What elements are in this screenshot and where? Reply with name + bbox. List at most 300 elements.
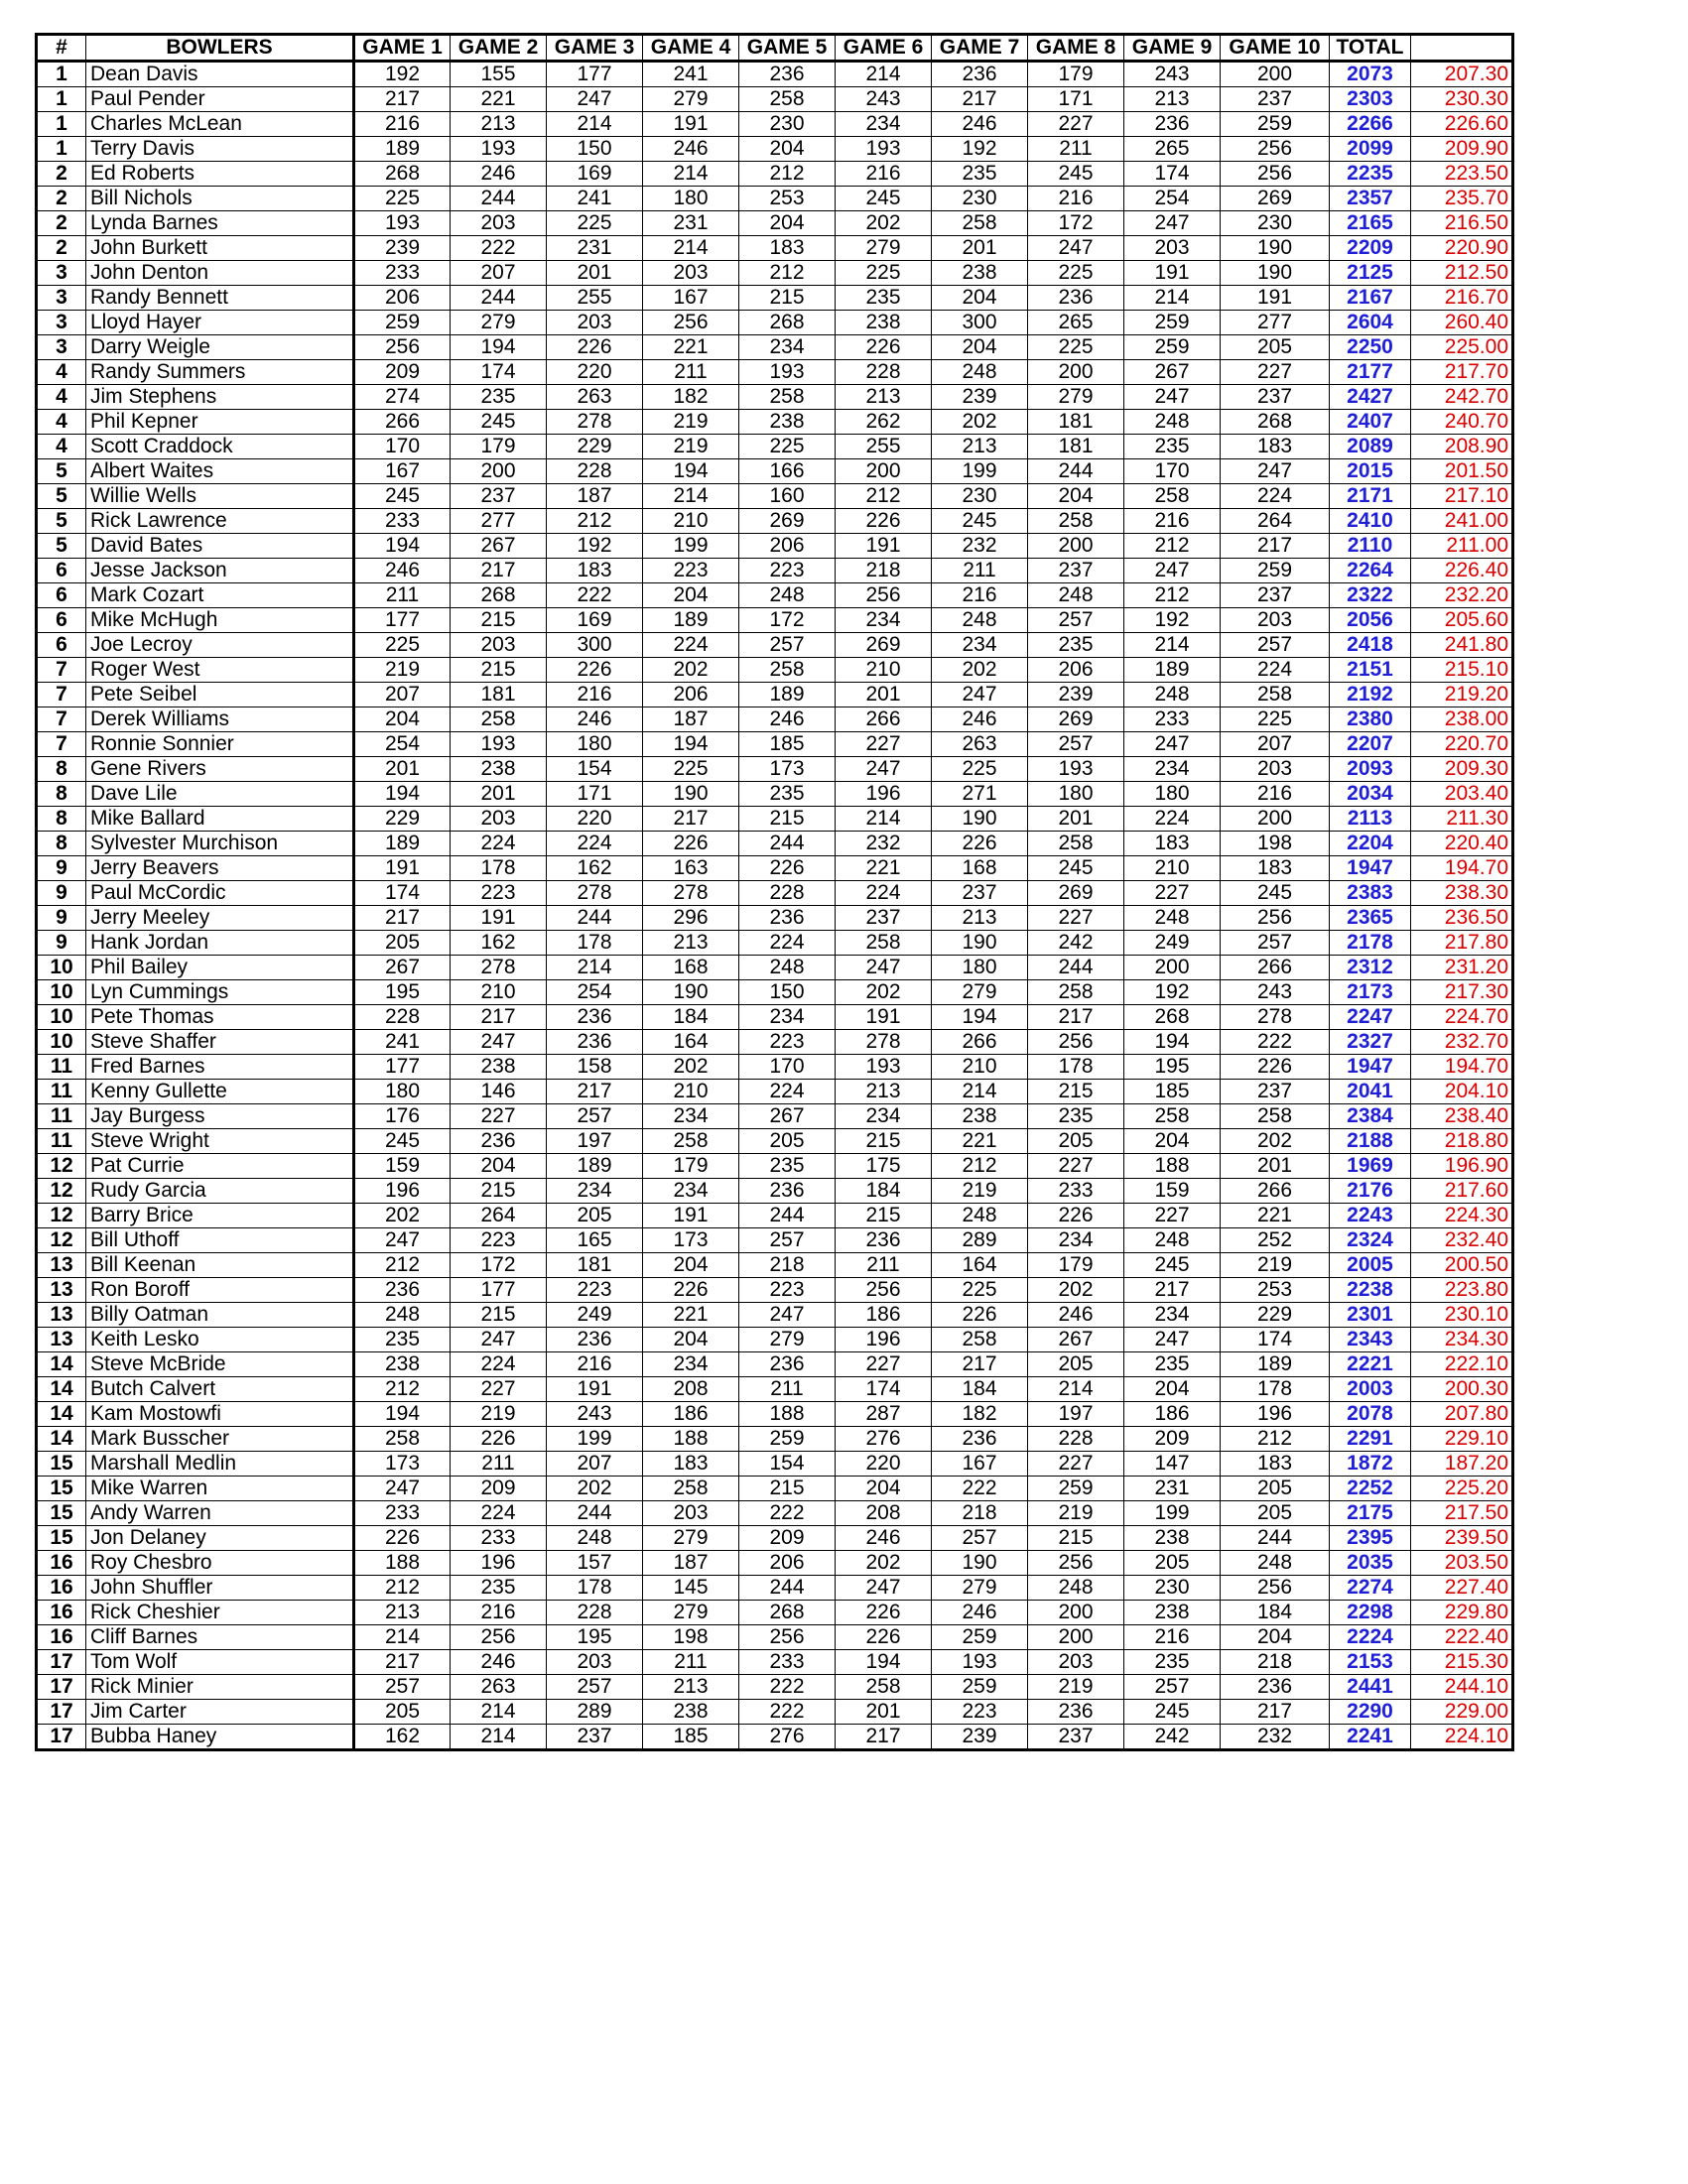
game-3-score-cell: 181 <box>547 1253 643 1278</box>
average-cell: 226.60 <box>1411 112 1513 137</box>
game-6-score-cell: 247 <box>836 757 932 782</box>
game-3-score-cell: 197 <box>547 1129 643 1154</box>
total-cell: 2041 <box>1330 1080 1411 1104</box>
average-cell: 236.50 <box>1411 906 1513 931</box>
bowler-name-cell: Jay Burgess <box>86 1104 354 1129</box>
game-5-score-cell: 235 <box>739 782 836 807</box>
game-5-score-cell: 193 <box>739 360 836 385</box>
bowler-name-cell: Sylvester Murchison <box>86 832 354 856</box>
game-8-score-cell: 248 <box>1028 1576 1124 1601</box>
game-8-score-cell: 179 <box>1028 1253 1124 1278</box>
game-1-score-cell: 211 <box>354 583 451 608</box>
game-8-score-cell: 211 <box>1028 137 1124 162</box>
game-6-score-cell: 215 <box>836 1204 932 1228</box>
game-5-score-cell: 166 <box>739 459 836 484</box>
average-cell: 215.10 <box>1411 658 1513 683</box>
game-4-score-cell: 238 <box>643 1700 739 1725</box>
game-3-score-cell: 216 <box>547 683 643 707</box>
game-7-score-cell: 190 <box>932 931 1028 956</box>
average-cell: 239.50 <box>1411 1526 1513 1551</box>
game-1-score-cell: 239 <box>354 236 451 261</box>
game-10-score-cell: 216 <box>1221 782 1330 807</box>
game-1-score-cell: 214 <box>354 1625 451 1650</box>
game-2-score-cell: 236 <box>451 1129 547 1154</box>
game-8-score-cell: 227 <box>1028 1154 1124 1179</box>
bowler-name-cell: Jesse Jackson <box>86 559 354 583</box>
game-2-score-cell: 193 <box>451 137 547 162</box>
game-8-score-cell: 228 <box>1028 1427 1124 1452</box>
game-1-score-cell: 202 <box>354 1204 451 1228</box>
game-10-score-cell: 189 <box>1221 1352 1330 1377</box>
game-9-score-cell: 248 <box>1124 1228 1221 1253</box>
game-5-score-cell: 218 <box>739 1253 836 1278</box>
game-6-score-cell: 214 <box>836 807 932 832</box>
game-7-score-cell: 182 <box>932 1402 1028 1427</box>
game-5-score-cell: 258 <box>739 87 836 112</box>
table-row <box>37 807 1513 832</box>
game-3-score-cell: 226 <box>547 658 643 683</box>
game-10-score-cell: 258 <box>1221 683 1330 707</box>
table-row <box>37 658 1513 683</box>
game-9-score-cell: 192 <box>1124 980 1221 1005</box>
table-row <box>37 1352 1513 1377</box>
game-8-score-cell: 178 <box>1028 1055 1124 1080</box>
game-2-header: GAME 2 <box>451 35 547 62</box>
game-4-score-cell: 199 <box>643 534 739 559</box>
average-cell: 224.70 <box>1411 1005 1513 1030</box>
game-9-score-cell: 235 <box>1124 1352 1221 1377</box>
game-6-score-cell: 186 <box>836 1303 932 1328</box>
game-1-score-cell: 204 <box>354 707 451 732</box>
total-cell: 2274 <box>1330 1576 1411 1601</box>
bowler-name-cell: Pete Thomas <box>86 1005 354 1030</box>
game-9-score-cell: 216 <box>1124 1625 1221 1650</box>
table-row <box>37 1030 1513 1055</box>
game-4-score-cell: 224 <box>643 633 739 658</box>
game-10-score-cell: 204 <box>1221 1625 1330 1650</box>
game-3-score-cell: 248 <box>547 1526 643 1551</box>
rank-cell: 12 <box>37 1204 86 1228</box>
game-10-score-cell: 237 <box>1221 385 1330 410</box>
game-2-score-cell: 177 <box>451 1278 547 1303</box>
total-cell: 2113 <box>1330 807 1411 832</box>
game-6-score-cell: 266 <box>836 707 932 732</box>
game-7-score-cell: 238 <box>932 1104 1028 1129</box>
average-cell: 234.30 <box>1411 1328 1513 1352</box>
game-2-score-cell: 201 <box>451 782 547 807</box>
total-cell: 2178 <box>1330 931 1411 956</box>
bowler-name-cell: Dean Davis <box>86 62 354 87</box>
total-cell: 2177 <box>1330 360 1411 385</box>
game-1-score-cell: 162 <box>354 1725 451 1750</box>
average-cell: 194.70 <box>1411 856 1513 881</box>
game-10-score-cell: 200 <box>1221 807 1330 832</box>
rank-cell: 7 <box>37 658 86 683</box>
game-2-score-cell: 224 <box>451 1501 547 1526</box>
game-9-score-cell: 200 <box>1124 956 1221 980</box>
game-3-score-cell: 257 <box>547 1104 643 1129</box>
game-9-score-cell: 213 <box>1124 87 1221 112</box>
game-7-score-cell: 190 <box>932 807 1028 832</box>
table-row <box>37 286 1513 311</box>
rank-cell: 8 <box>37 832 86 856</box>
game-4-score-cell: 180 <box>643 187 739 211</box>
rank-cell: 1 <box>37 62 86 87</box>
game-8-score-cell: 247 <box>1028 236 1124 261</box>
game-1-score-cell: 180 <box>354 1080 451 1104</box>
game-6-score-cell: 175 <box>836 1154 932 1179</box>
game-1-score-cell: 235 <box>354 1328 451 1352</box>
bowler-name-cell: Gene Rivers <box>86 757 354 782</box>
total-cell: 2241 <box>1330 1725 1411 1750</box>
game-5-score-cell: 253 <box>739 187 836 211</box>
total-cell: 2209 <box>1330 236 1411 261</box>
game-9-score-cell: 227 <box>1124 1204 1221 1228</box>
game-5-score-cell: 154 <box>739 1452 836 1477</box>
game-7-score-cell: 225 <box>932 1278 1028 1303</box>
game-3-score-cell: 222 <box>547 583 643 608</box>
game-1-score-cell: 217 <box>354 87 451 112</box>
game-5-score-cell: 188 <box>739 1402 836 1427</box>
game-6-score-cell: 227 <box>836 1352 932 1377</box>
game-6-score-cell: 200 <box>836 459 932 484</box>
game-4-score-cell: 225 <box>643 757 739 782</box>
bowler-name-cell: Phil Bailey <box>86 956 354 980</box>
game-1-score-cell: 159 <box>354 1154 451 1179</box>
total-cell: 2266 <box>1330 112 1411 137</box>
rank-cell: 4 <box>37 435 86 459</box>
game-9-score-cell: 258 <box>1124 1104 1221 1129</box>
game-2-score-cell: 221 <box>451 87 547 112</box>
game-4-score-cell: 234 <box>643 1104 739 1129</box>
rank-cell: 5 <box>37 509 86 534</box>
game-3-score-cell: 231 <box>547 236 643 261</box>
game-6-score-cell: 211 <box>836 1253 932 1278</box>
game-5-score-cell: 225 <box>739 435 836 459</box>
game-5-score-cell: 209 <box>739 1526 836 1551</box>
game-4-score-cell: 202 <box>643 658 739 683</box>
average-cell: 218.80 <box>1411 1129 1513 1154</box>
game-4-score-cell: 184 <box>643 1005 739 1030</box>
total-cell: 2192 <box>1330 683 1411 707</box>
game-7-score-cell: 222 <box>932 1477 1028 1501</box>
game-4-score-cell: 187 <box>643 1551 739 1576</box>
game-4-score-cell: 202 <box>643 1055 739 1080</box>
total-cell: 2252 <box>1330 1477 1411 1501</box>
bowler-name-cell: Scott Craddock <box>86 435 354 459</box>
game-5-score-cell: 259 <box>739 1427 836 1452</box>
game-2-score-cell: 172 <box>451 1253 547 1278</box>
game-7-score-cell: 225 <box>932 757 1028 782</box>
table-row <box>37 1377 1513 1402</box>
total-cell: 2418 <box>1330 633 1411 658</box>
bowlers-header: BOWLERS <box>86 35 354 62</box>
game-2-score-cell: 246 <box>451 1650 547 1675</box>
game-1-score-cell: 256 <box>354 335 451 360</box>
game-9-score-cell: 217 <box>1124 1278 1221 1303</box>
game-10-score-cell: 217 <box>1221 1700 1330 1725</box>
game-4-score-cell: 296 <box>643 906 739 931</box>
game-2-score-cell: 263 <box>451 1675 547 1700</box>
game-1-score-cell: 236 <box>354 1278 451 1303</box>
average-cell: 238.30 <box>1411 881 1513 906</box>
table-row <box>37 261 1513 286</box>
bowler-name-cell: Hank Jordan <box>86 931 354 956</box>
game-2-score-cell: 207 <box>451 261 547 286</box>
game-8-score-cell: 233 <box>1028 1179 1124 1204</box>
game-2-score-cell: 146 <box>451 1080 547 1104</box>
game-7-score-cell: 202 <box>932 658 1028 683</box>
game-3-score-cell: 220 <box>547 807 643 832</box>
bowler-name-cell: Steve Shaffer <box>86 1030 354 1055</box>
game-10-score-cell: 256 <box>1221 137 1330 162</box>
bowler-name-cell: Darry Weigle <box>86 335 354 360</box>
game-4-score-cell: 213 <box>643 931 739 956</box>
average-cell: 229.80 <box>1411 1601 1513 1625</box>
average-cell: 260.40 <box>1411 311 1513 335</box>
game-7-score-cell: 194 <box>932 1005 1028 1030</box>
game-1-score-cell: 233 <box>354 509 451 534</box>
game-4-score-cell: 204 <box>643 1328 739 1352</box>
game-1-score-cell: 212 <box>354 1576 451 1601</box>
rank-cell: 2 <box>37 162 86 187</box>
game-1-score-cell: 196 <box>354 1179 451 1204</box>
bowler-name-cell: Pat Currie <box>86 1154 354 1179</box>
rank-cell: 10 <box>37 980 86 1005</box>
total-cell: 2089 <box>1330 435 1411 459</box>
average-cell: 223.80 <box>1411 1278 1513 1303</box>
game-10-header: GAME 10 <box>1221 35 1330 62</box>
bowler-name-cell: Mike Warren <box>86 1477 354 1501</box>
game-1-score-cell: 228 <box>354 1005 451 1030</box>
game-7-score-cell: 230 <box>932 484 1028 509</box>
game-5-score-cell: 160 <box>739 484 836 509</box>
game-5-score-cell: 235 <box>739 1154 836 1179</box>
game-6-header: GAME 6 <box>836 35 932 62</box>
game-4-score-cell: 191 <box>643 1204 739 1228</box>
game-10-score-cell: 256 <box>1221 162 1330 187</box>
game-8-score-cell: 200 <box>1028 360 1124 385</box>
total-cell: 2395 <box>1330 1526 1411 1551</box>
rank-cell: 8 <box>37 807 86 832</box>
game-1-score-cell: 225 <box>354 187 451 211</box>
bowler-name-cell: Jerry Meeley <box>86 906 354 931</box>
game-5-score-cell: 212 <box>739 261 836 286</box>
bowler-name-cell: Ronnie Sonnier <box>86 732 354 757</box>
game-2-score-cell: 224 <box>451 832 547 856</box>
game-10-score-cell: 212 <box>1221 1427 1330 1452</box>
game-10-score-cell: 268 <box>1221 410 1330 435</box>
rank-cell: 2 <box>37 211 86 236</box>
table-row <box>37 980 1513 1005</box>
table-body <box>37 62 1513 1750</box>
game-3-score-cell: 241 <box>547 187 643 211</box>
table-row <box>37 931 1513 956</box>
game-6-score-cell: 226 <box>836 335 932 360</box>
rank-cell: 4 <box>37 410 86 435</box>
game-8-score-cell: 236 <box>1028 286 1124 311</box>
rank-cell: 3 <box>37 311 86 335</box>
rank-cell: 15 <box>37 1452 86 1477</box>
rank-cell: 14 <box>37 1377 86 1402</box>
game-7-score-cell: 239 <box>932 1725 1028 1750</box>
table-row <box>37 1526 1513 1551</box>
game-4-score-cell: 231 <box>643 211 739 236</box>
game-10-score-cell: 191 <box>1221 286 1330 311</box>
game-8-score-cell: 197 <box>1028 1402 1124 1427</box>
game-6-score-cell: 213 <box>836 385 932 410</box>
game-5-score-cell: 205 <box>739 1129 836 1154</box>
total-cell: 2247 <box>1330 1005 1411 1030</box>
total-cell: 2322 <box>1330 583 1411 608</box>
game-7-score-cell: 248 <box>932 1204 1028 1228</box>
table-row <box>37 1303 1513 1328</box>
game-4-score-cell: 221 <box>643 335 739 360</box>
game-2-score-cell: 211 <box>451 1452 547 1477</box>
game-6-score-cell: 238 <box>836 311 932 335</box>
game-10-score-cell: 203 <box>1221 608 1330 633</box>
game-6-score-cell: 216 <box>836 162 932 187</box>
rank-cell: 16 <box>37 1601 86 1625</box>
game-5-score-cell: 183 <box>739 236 836 261</box>
game-7-score-cell: 193 <box>932 1650 1028 1675</box>
game-5-score-cell: 215 <box>739 807 836 832</box>
game-6-score-cell: 246 <box>836 1526 932 1551</box>
table-row <box>37 1104 1513 1129</box>
game-6-score-cell: 234 <box>836 112 932 137</box>
game-5-score-cell: 269 <box>739 509 836 534</box>
game-7-score-cell: 248 <box>932 608 1028 633</box>
game-7-score-cell: 223 <box>932 1700 1028 1725</box>
game-3-score-cell: 201 <box>547 261 643 286</box>
average-cell: 217.30 <box>1411 980 1513 1005</box>
bowler-name-cell: Ed Roberts <box>86 162 354 187</box>
game-2-score-cell: 162 <box>451 931 547 956</box>
table-row <box>37 1328 1513 1352</box>
table-row <box>37 1055 1513 1080</box>
game-10-score-cell: 230 <box>1221 211 1330 236</box>
average-cell: 222.40 <box>1411 1625 1513 1650</box>
game-4-score-cell: 198 <box>643 1625 739 1650</box>
game-2-score-cell: 178 <box>451 856 547 881</box>
bowler-name-cell: Jon Delaney <box>86 1526 354 1551</box>
game-8-score-cell: 180 <box>1028 782 1124 807</box>
game-4-score-cell: 210 <box>643 509 739 534</box>
game-6-score-cell: 234 <box>836 608 932 633</box>
bowler-name-cell: Mike Ballard <box>86 807 354 832</box>
game-6-score-cell: 232 <box>836 832 932 856</box>
total-cell: 2034 <box>1330 782 1411 807</box>
average-cell: 241.80 <box>1411 633 1513 658</box>
rank-cell: 13 <box>37 1303 86 1328</box>
game-2-score-cell: 223 <box>451 1228 547 1253</box>
table-row <box>37 137 1513 162</box>
table-row <box>37 187 1513 211</box>
game-7-score-cell: 226 <box>932 832 1028 856</box>
average-cell: 238.00 <box>1411 707 1513 732</box>
game-8-score-cell: 200 <box>1028 1625 1124 1650</box>
game-2-score-cell: 233 <box>451 1526 547 1551</box>
rank-cell: 8 <box>37 757 86 782</box>
total-cell: 2173 <box>1330 980 1411 1005</box>
game-10-score-cell: 183 <box>1221 435 1330 459</box>
game-2-score-cell: 244 <box>451 286 547 311</box>
rank-cell: 3 <box>37 335 86 360</box>
game-10-score-cell: 225 <box>1221 707 1330 732</box>
game-3-score-cell: 224 <box>547 832 643 856</box>
bowler-name-cell: Rick Minier <box>86 1675 354 1700</box>
game-7-score-cell: 236 <box>932 1427 1028 1452</box>
table-row <box>37 583 1513 608</box>
average-cell: 229.00 <box>1411 1700 1513 1725</box>
total-cell: 2264 <box>1330 559 1411 583</box>
game-10-score-cell: 190 <box>1221 236 1330 261</box>
game-5-score-cell: 279 <box>739 1328 836 1352</box>
game-7-score-cell: 192 <box>932 137 1028 162</box>
game-1-score-cell: 267 <box>354 956 451 980</box>
bowler-name-cell: Tom Wolf <box>86 1650 354 1675</box>
rank-cell: 14 <box>37 1352 86 1377</box>
game-8-score-cell: 235 <box>1028 633 1124 658</box>
game-8-score-cell: 242 <box>1028 931 1124 956</box>
game-1-score-cell: 257 <box>354 1675 451 1700</box>
game-9-score-cell: 230 <box>1124 1576 1221 1601</box>
table-row <box>37 534 1513 559</box>
average-cell: 203.50 <box>1411 1551 1513 1576</box>
game-7-score-cell: 202 <box>932 410 1028 435</box>
table-row <box>37 782 1513 807</box>
bowler-name-cell: Lyn Cummings <box>86 980 354 1005</box>
game-7-score-cell: 167 <box>932 1452 1028 1477</box>
total-cell: 2078 <box>1330 1402 1411 1427</box>
game-10-score-cell: 227 <box>1221 360 1330 385</box>
game-5-score-cell: 256 <box>739 1625 836 1650</box>
game-1-score-cell: 226 <box>354 1526 451 1551</box>
game-10-score-cell: 201 <box>1221 1154 1330 1179</box>
game-2-score-cell: 203 <box>451 211 547 236</box>
game-6-score-cell: 194 <box>836 1650 932 1675</box>
bowler-name-cell: Steve Wright <box>86 1129 354 1154</box>
bowler-name-cell: Randy Summers <box>86 360 354 385</box>
game-4-score-cell: 194 <box>643 732 739 757</box>
game-7-score-cell: 258 <box>932 1328 1028 1352</box>
game-7-score-cell: 201 <box>932 236 1028 261</box>
game-7-score-cell: 204 <box>932 335 1028 360</box>
game-4-score-cell: 189 <box>643 608 739 633</box>
game-4-score-cell: 234 <box>643 1179 739 1204</box>
game-9-score-cell: 224 <box>1124 807 1221 832</box>
rank-cell: 10 <box>37 1030 86 1055</box>
game-9-score-cell: 258 <box>1124 484 1221 509</box>
game-8-score-cell: 239 <box>1028 683 1124 707</box>
game-4-score-cell: 186 <box>643 1402 739 1427</box>
game-2-score-cell: 264 <box>451 1204 547 1228</box>
game-6-score-cell: 191 <box>836 1005 932 1030</box>
average-cell: 207.80 <box>1411 1402 1513 1427</box>
game-6-score-cell: 215 <box>836 1129 932 1154</box>
rank-cell: 16 <box>37 1551 86 1576</box>
game-7-score-cell: 247 <box>932 683 1028 707</box>
bowler-name-cell: Butch Calvert <box>86 1377 354 1402</box>
game-7-score-cell: 300 <box>932 311 1028 335</box>
total-cell: 2327 <box>1330 1030 1411 1055</box>
game-4-score-cell: 188 <box>643 1427 739 1452</box>
average-cell: 217.80 <box>1411 931 1513 956</box>
table-header <box>37 35 1513 62</box>
game-5-score-cell: 224 <box>739 931 836 956</box>
game-3-score-cell: 226 <box>547 335 643 360</box>
game-9-score-cell: 205 <box>1124 1551 1221 1576</box>
